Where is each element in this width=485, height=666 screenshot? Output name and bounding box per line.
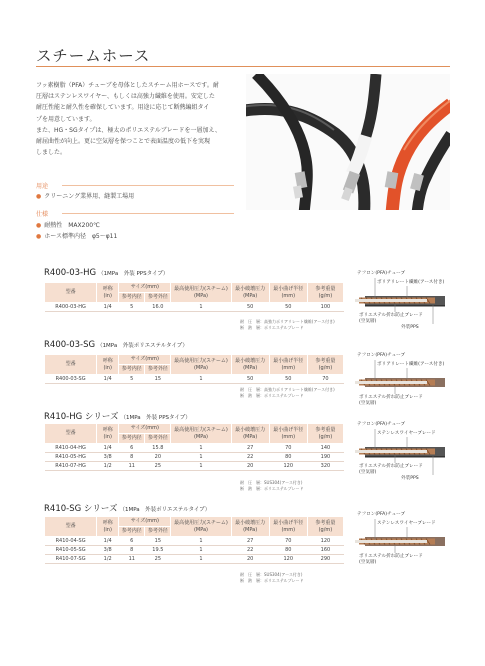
table-cell: 1 [171, 555, 231, 564]
product-subtitle: （1MPa 外装ポリエステルタイプ） [97, 343, 188, 349]
table-row [45, 453, 344, 462]
col-size-label: サイズ(mm) [130, 284, 159, 290]
table-cell: 190 [307, 453, 343, 462]
diagram-label: テフロン(PFA)チューブ [357, 353, 406, 358]
col-outer [145, 293, 171, 303]
col-min-burst-label: 最小破壊圧力 [235, 285, 266, 292]
page-title: スチームホース [36, 47, 151, 65]
diagram-label: ポリエステル折れ防止ブレード [359, 313, 423, 318]
col-size-label: サイズ(mm) [130, 518, 159, 524]
table-row [45, 303, 344, 312]
col-min-bend-label: 最小曲げ半径 [273, 357, 304, 364]
product-name: R410-SG シリーズ [44, 504, 118, 514]
table-cell: 1 [171, 546, 231, 555]
header-row [45, 283, 344, 293]
table-cell: 3/8 [97, 453, 119, 462]
col-weight-unit: (g/m) [318, 292, 333, 299]
table-cell: 27 [231, 537, 269, 546]
table-cell: 1 [171, 453, 231, 462]
table-cell: R410-07-HG [45, 462, 97, 471]
col-size [119, 283, 171, 293]
table-cell: R410-05-HG [45, 453, 97, 462]
table-cell: R410-07-SG [45, 555, 97, 564]
col-min-bend-unit: (mm) [281, 364, 296, 371]
table-cell: 15 [145, 537, 171, 546]
col-min-bend [269, 424, 307, 444]
col-model [45, 283, 97, 303]
intro-line: プを用意しています。 [36, 115, 96, 123]
col-model [45, 424, 97, 444]
col-min-burst-label: 最小破壊圧力 [235, 357, 266, 364]
table-cell: 20 [231, 555, 269, 564]
table-cell: 80 [269, 453, 307, 462]
table-cell: 25 [145, 555, 171, 564]
col-min-bend-unit: (mm) [281, 292, 296, 299]
col-weight-label: 参考重量 [315, 357, 336, 364]
diagram-label: ステンレスワイヤーブレード [377, 521, 436, 526]
usage-heading: 用途 [36, 183, 49, 190]
table-cell: 50 [231, 303, 269, 312]
table-cell: 22 [231, 546, 269, 555]
col-min-bend-label: 最小曲げ半径 [273, 285, 304, 292]
col-min-bend-unit: (mm) [281, 526, 296, 533]
table-cell: 8 [119, 453, 145, 462]
diagram-label: 外装PPS [401, 476, 419, 481]
col-nominal-label: 呼称 [102, 357, 113, 364]
col-size [119, 517, 171, 527]
table-cell: 1/4 [97, 444, 119, 453]
material-note [240, 480, 303, 492]
col-nominal-unit: (in) [103, 364, 112, 371]
table-cell: 140 [307, 444, 343, 453]
col-max-pressure-label: 最高使用圧力(スチーム) [174, 426, 228, 433]
col-weight-unit: (g/m) [318, 364, 333, 371]
product-title [44, 410, 191, 422]
diagram-label: ポリエステル折れ防止ブレード [359, 554, 423, 559]
table-cell: 25 [145, 462, 171, 471]
product-title [44, 268, 168, 278]
col-weight-unit: (g/m) [318, 433, 333, 440]
table-cell: 6 [119, 444, 145, 453]
table-cell: 6 [119, 537, 145, 546]
col-outer [145, 434, 171, 444]
table-cell: R410-05-SG [45, 546, 97, 555]
col-model-label: 型番 [65, 523, 76, 529]
col-weight [307, 283, 343, 303]
col-nominal [97, 355, 119, 375]
col-weight-label: 参考重量 [315, 426, 336, 433]
col-max-pressure-label: 最高使用圧力(スチーム) [174, 285, 228, 292]
col-weight [307, 517, 343, 537]
product-name: R400-03-HG [44, 268, 97, 278]
table-cell: 19.5 [145, 546, 171, 555]
usage-rule [62, 185, 234, 186]
table-cell: 160 [307, 546, 343, 555]
col-nominal-label: 呼称 [102, 426, 113, 433]
col-min-bend [269, 517, 307, 537]
col-model [45, 517, 97, 537]
col-min-burst-unit: (MPa) [243, 526, 258, 533]
table-cell: 1 [171, 444, 231, 453]
intro-line: 耐圧性能と耐久性を確保しています。用途に応じて断熱編組タイ [36, 104, 210, 112]
col-inner-label: 参考内径 [121, 528, 142, 534]
col-inner-label: 参考内径 [121, 435, 142, 441]
col-size [119, 355, 171, 365]
table-cell: R400-03-SG [45, 375, 97, 384]
col-min-burst-unit: (MPa) [243, 433, 258, 440]
bullet-icon: ● [36, 222, 42, 229]
intro-line: また、HG・SGタイプは、極太のポリエステルブレードを一層加え、 [36, 126, 221, 134]
col-max-pressure-unit: (MPa) [193, 292, 209, 299]
table-cell: R410-04-HG [45, 444, 97, 453]
col-nominal [97, 517, 119, 537]
header-row [45, 424, 344, 434]
table-row [45, 462, 344, 471]
col-size-label: サイズ(mm) [130, 425, 159, 431]
product-name: R400-03-SG [44, 340, 96, 350]
hose-structure-diagram [355, 419, 455, 483]
table-cell: 100 [307, 303, 343, 312]
spec-item [36, 231, 117, 240]
table-cell: 20 [145, 453, 171, 462]
table-cell: 20 [231, 462, 269, 471]
spec-table [44, 354, 344, 384]
col-model-label: 型番 [65, 361, 76, 367]
table-cell: 1/2 [97, 462, 119, 471]
table-cell: 15.8 [145, 444, 171, 453]
diagram-label: ポリエステル折れ防止ブレード [359, 395, 423, 400]
spec-item-text: 耐熱性 MAX200℃ [44, 222, 100, 229]
col-weight-unit: (g/m) [318, 526, 333, 533]
hose-structure-diagram [355, 509, 455, 573]
table-cell: 16.0 [145, 303, 171, 312]
col-min-bend-label: 最小曲げ半径 [273, 426, 304, 433]
table-cell: 50 [269, 375, 307, 384]
col-inner [119, 293, 145, 303]
col-outer-label: 参考外径 [147, 435, 168, 441]
col-min-bend [269, 283, 307, 303]
hose-structure-diagram [355, 268, 455, 332]
col-nominal-label: 呼称 [102, 285, 113, 292]
spec-table [44, 423, 344, 471]
table-cell: 320 [307, 462, 343, 471]
table-cell: 3/8 [97, 546, 119, 555]
hose-photo [246, 74, 450, 210]
product-subtitle: （1MPa 外装 PPSタイプ） [98, 271, 169, 277]
table-cell: 15 [145, 375, 171, 384]
table-cell: 1/4 [97, 375, 119, 384]
product-subtitle: （1MPa 外装 PPSタイプ） [120, 415, 191, 421]
table-cell: 1/2 [97, 555, 119, 564]
material-note-line: 耐 圧 層：SUS304(アース付き) [240, 480, 303, 485]
col-max-pressure-unit: (MPa) [193, 364, 209, 371]
spec-table [44, 516, 344, 564]
col-max-pressure-label: 最高使用圧力(スチーム) [174, 519, 228, 526]
col-inner [119, 527, 145, 537]
col-weight-label: 参考重量 [315, 285, 336, 292]
col-outer-label: 参考外径 [147, 366, 168, 372]
col-min-burst-label: 最小破壊圧力 [235, 519, 266, 526]
intro-line: 圧層はステンレスワイヤー、もしくは高強力繊維を使用。安定した [36, 93, 215, 101]
table-cell: 22 [231, 453, 269, 462]
table-cell: 11 [119, 555, 145, 564]
table-cell: 70 [269, 537, 307, 546]
col-max-pressure [171, 517, 231, 537]
col-min-bend-label: 最小曲げ半径 [273, 519, 304, 526]
product-subtitle: （1MPa 外装ポリエステルタイプ） [119, 507, 211, 513]
table-cell: 120 [269, 555, 307, 564]
table-cell: 290 [307, 555, 343, 564]
diagram-label: 外装PPS [401, 325, 419, 330]
material-note [240, 319, 335, 331]
table-cell: R400-03-HG [45, 303, 97, 312]
col-max-pressure-unit: (MPa) [193, 526, 209, 533]
diagram-label: ポリエステル折れ防止ブレード [359, 464, 423, 469]
diagram-label: ポリアリレート繊維(アース付き) [377, 280, 445, 285]
table-cell: 70 [269, 444, 307, 453]
col-size-label: サイズ(mm) [130, 356, 159, 362]
diagram-label: テフロン(PFA)チューブ [357, 422, 406, 427]
spec-item-text: ホース標準内径 φ5～φ11 [44, 233, 118, 240]
col-max-pressure [171, 283, 231, 303]
material-note-line: 断 熱 層：ポリエステルブレード [240, 393, 304, 398]
col-min-burst-unit: (MPa) [243, 292, 258, 299]
diagram-label: ステンレスワイヤーブレード [377, 431, 436, 436]
col-outer [145, 365, 171, 375]
material-note-line: 断 熱 層：ポリエステルブレード [240, 578, 304, 583]
product-name: R410-HG シリーズ [44, 412, 119, 422]
table-cell: 120 [269, 462, 307, 471]
specs-heading: 仕様 [36, 211, 49, 218]
usage-item-text: クリーニング業界用、縫製工場用 [44, 193, 135, 200]
col-min-burst-label: 最小破壊圧力 [235, 426, 266, 433]
col-min-bend [269, 355, 307, 375]
col-min-bend-unit: (mm) [281, 433, 296, 440]
intro-line: 耐屈曲性が向上。更に空気層を保つことで表面温度の低下を実現 [36, 138, 211, 146]
table-cell: 70 [307, 375, 343, 384]
table-row [45, 546, 344, 555]
table-cell: 5 [119, 375, 145, 384]
material-note-line: 耐 圧 層：高強力ポリアリレート繊維(アース付き) [240, 319, 335, 324]
table-cell: 27 [231, 444, 269, 453]
col-outer [145, 527, 171, 537]
table-row [45, 444, 344, 453]
intro-line: しました。 [36, 149, 67, 157]
col-min-burst [231, 355, 269, 375]
col-nominal-unit: (in) [103, 292, 112, 299]
table-cell: 1 [171, 375, 231, 384]
col-min-burst [231, 424, 269, 444]
spec-table [44, 282, 344, 312]
col-weight [307, 355, 343, 375]
table-cell: 5 [119, 303, 145, 312]
intro-text [36, 80, 236, 158]
material-note [240, 387, 335, 399]
product-title [44, 502, 210, 514]
table-row [45, 537, 344, 546]
col-max-pressure [171, 424, 231, 444]
spec-item [36, 220, 100, 229]
diagram-label: テフロン(PFA)チューブ [357, 512, 406, 517]
product-title [44, 340, 188, 350]
table-cell: R410-04-SG [45, 537, 97, 546]
col-inner-label: 参考内径 [121, 366, 142, 372]
col-model [45, 355, 97, 375]
col-model-label: 型番 [65, 430, 76, 436]
diagram-label: (空気層) [359, 470, 377, 475]
table-cell: 120 [307, 537, 343, 546]
col-max-pressure-label: 最高使用圧力(スチーム) [174, 357, 228, 364]
col-outer-label: 参考外径 [147, 528, 168, 534]
table-row [45, 375, 344, 384]
col-nominal-unit: (in) [103, 433, 112, 440]
title-rule [36, 66, 450, 67]
material-note-line: 耐 圧 層：SUS304(アース付き) [240, 572, 303, 577]
table-cell: 1 [171, 537, 231, 546]
col-weight [307, 424, 343, 444]
col-min-burst [231, 283, 269, 303]
table-cell: 1/4 [97, 303, 119, 312]
col-outer-label: 参考外径 [147, 294, 168, 300]
table-cell: 1/4 [97, 537, 119, 546]
table-cell: 1 [171, 303, 231, 312]
table-row [45, 555, 344, 564]
diagram-label: (空気層) [359, 560, 377, 565]
intro-line: フッ素樹脂（PFA）チューブを母体としたスチーム用ホースです。耐 [36, 82, 219, 89]
col-min-burst-unit: (MPa) [243, 364, 258, 371]
header-row [45, 517, 344, 527]
col-inner-label: 参考内径 [121, 294, 142, 300]
material-note-line: 断 熱 層：ポリエステルブレード [240, 325, 304, 330]
col-inner [119, 365, 145, 375]
hose-structure-diagram [355, 350, 455, 414]
bullet-icon: ● [36, 193, 42, 200]
specs-rule [62, 213, 234, 214]
table-cell: 50 [231, 375, 269, 384]
header-row [45, 355, 344, 365]
table-cell: 11 [119, 462, 145, 471]
table-cell: 1 [171, 462, 231, 471]
diagram-label: テフロン(PFA)チューブ [357, 271, 406, 276]
material-note-line: 耐 圧 層：高強力ポリアリレート繊維(アース付き) [240, 387, 335, 392]
table-cell: 8 [119, 546, 145, 555]
col-min-burst [231, 517, 269, 537]
col-nominal [97, 424, 119, 444]
col-max-pressure [171, 355, 231, 375]
usage-item [36, 191, 134, 200]
col-nominal-label: 呼称 [102, 519, 113, 526]
material-note [240, 572, 303, 584]
col-nominal-unit: (in) [103, 526, 112, 533]
col-model-label: 型番 [65, 289, 76, 295]
col-nominal [97, 283, 119, 303]
table-cell: 50 [269, 303, 307, 312]
material-note-line: 断 熱 層：ポリエステルブレード [240, 486, 304, 491]
col-weight-label: 参考重量 [315, 519, 336, 526]
col-max-pressure-unit: (MPa) [193, 433, 209, 440]
diagram-label: (空気層) [359, 319, 377, 324]
table-cell: 80 [269, 546, 307, 555]
diagram-label: ポリアリレート繊維(アース付き) [377, 362, 445, 367]
col-size [119, 424, 171, 434]
bullet-icon: ● [36, 233, 42, 240]
diagram-label: (空気層) [359, 401, 377, 406]
col-inner [119, 434, 145, 444]
